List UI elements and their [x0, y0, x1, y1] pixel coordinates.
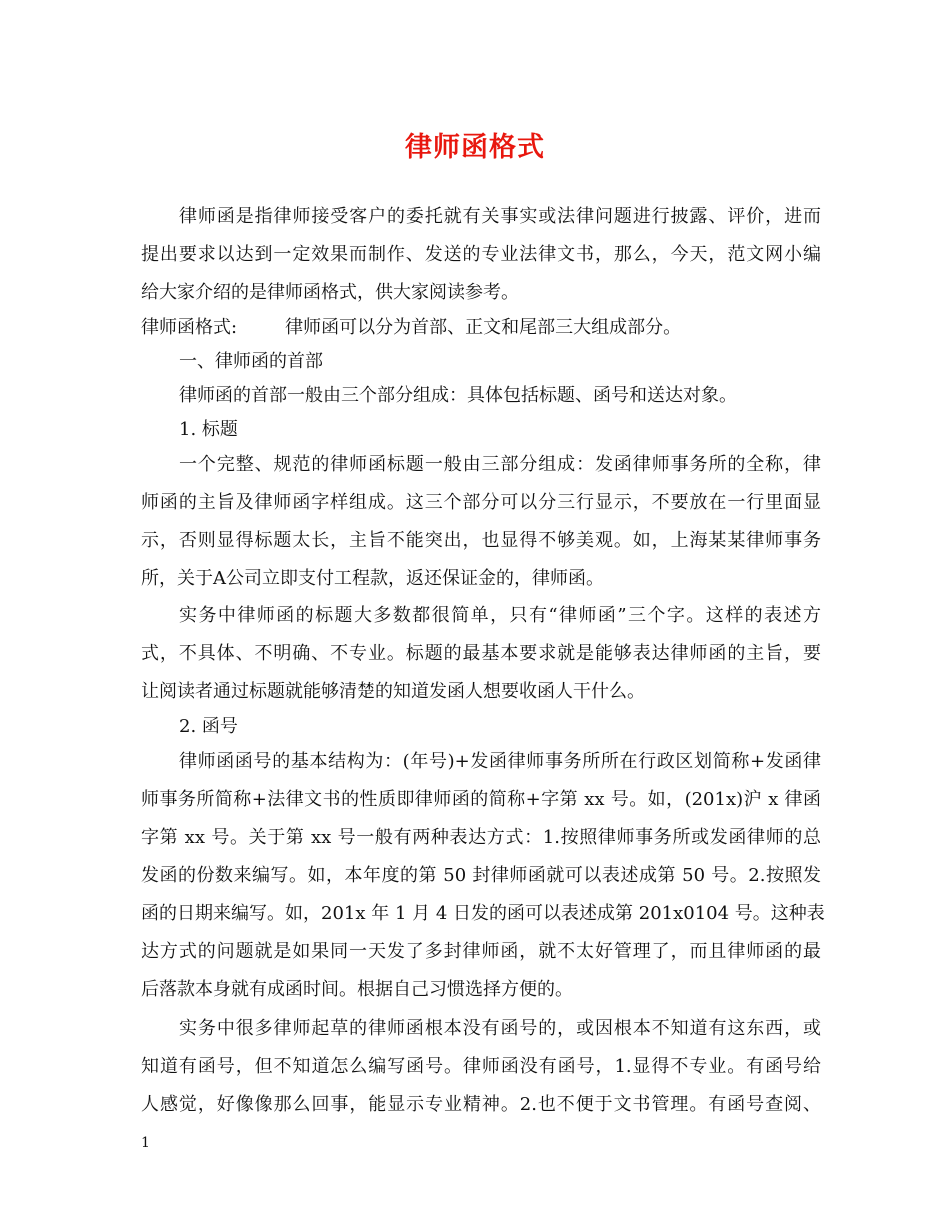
section-heading: 一、律师函的首部: [179, 351, 323, 372]
paragraph-line: 知道有函号，但不知道怎么编写函号。律师函没有函号，1.显得不专业。有函号给: [141, 1056, 821, 1077]
paragraph-line: 提出要求以达到一定效果而制作、发送的专业法律文书，那么，今天，范文网小编: [141, 244, 821, 265]
subsection-heading: 2. 函号: [179, 716, 238, 737]
paragraph-line: 律师函函号的基本结构为：(年号)+发函律师事务所所在行政区划简称+发函律: [179, 751, 821, 772]
paragraph-line: 给大家介绍的是律师函格式，供大家阅读参考。: [141, 282, 519, 303]
paragraph-line: 式，不具体、不明确、不专业。标题的最基本要求就是能够表达律师函的主旨，要: [141, 643, 821, 664]
subsection-heading: 1. 标题: [179, 419, 238, 440]
paragraph-line: 达方式的问题就是如果同一天发了多封律师函，就不太好管理了，而且律师函的最: [141, 941, 821, 962]
paragraph-line: 一个完整、规范的律师函标题一般由三部分组成：发函律师事务所的全称，律: [179, 454, 821, 475]
paragraph-line: 师函的主旨及律师函字样组成。这三个部分可以分三行显示，不要放在一行里面显: [141, 492, 821, 513]
format-text: 律师函可以分为首部、正文和尾部三大组成部分。: [285, 317, 682, 338]
paragraph-line: 让阅读者通过标题就能够清楚的知道发函人想要收函人干什么。: [141, 681, 645, 702]
paragraph-line: 实务中律师函的标题大多数都很简单，只有“律师函”三个字。这样的表述方: [179, 605, 821, 626]
paragraph-line: 实务中很多律师起草的律师函根本没有函号的，或因根本不知道有这东西，或: [179, 1018, 821, 1039]
paragraph-line: 字第 xx 号。关于第 xx 号一般有两种表达方式：1.按照律师事务所或发函律师的总: [141, 827, 821, 848]
format-label: 律师函格式:: [141, 317, 238, 338]
paragraph-line: 律师函的首部一般由三个部分组成：具体包括标题、函号和送达对象。: [179, 385, 737, 406]
paragraph-line: 律师函是指律师接受客户的委托就有关事实或法律问题进行披露、评价，进而: [179, 206, 821, 227]
paragraph-line: 发函的份数来编写。如，本年度的第 50 封律师函就可以表述成第 50 号。2.按照发: [141, 865, 821, 886]
paragraph-line: 函的日期来编写。如，201x 年 1 月 4 日发的函可以表述成第 201x0104 号。这种表: [141, 903, 825, 924]
paragraph-line: 所，关于A公司立即支付工程款，返还保证金的，律师函。: [141, 568, 604, 589]
paragraph-line: 人感觉，好像像那么回事，能显示专业精神。2.也不便于文书管理。有函号查阅、: [141, 1094, 821, 1115]
paragraph-line: 示，否则显得标题太长，主旨不能突出，也显得不够美观。如，上海某某律师事务: [141, 530, 821, 551]
paragraph-line: 师事务所简称+法律文书的性质即律师函的简称+字第 xx 号。如，(201x)沪 x 律函: [141, 789, 821, 810]
document-title: 律师函格式: [405, 132, 545, 163]
paragraph-line: 后落款本身就有成函时间。根据自己习惯选择方便的。: [141, 979, 573, 1000]
format-line: [141, 315, 821, 341]
page-number: 1: [141, 1135, 150, 1151]
